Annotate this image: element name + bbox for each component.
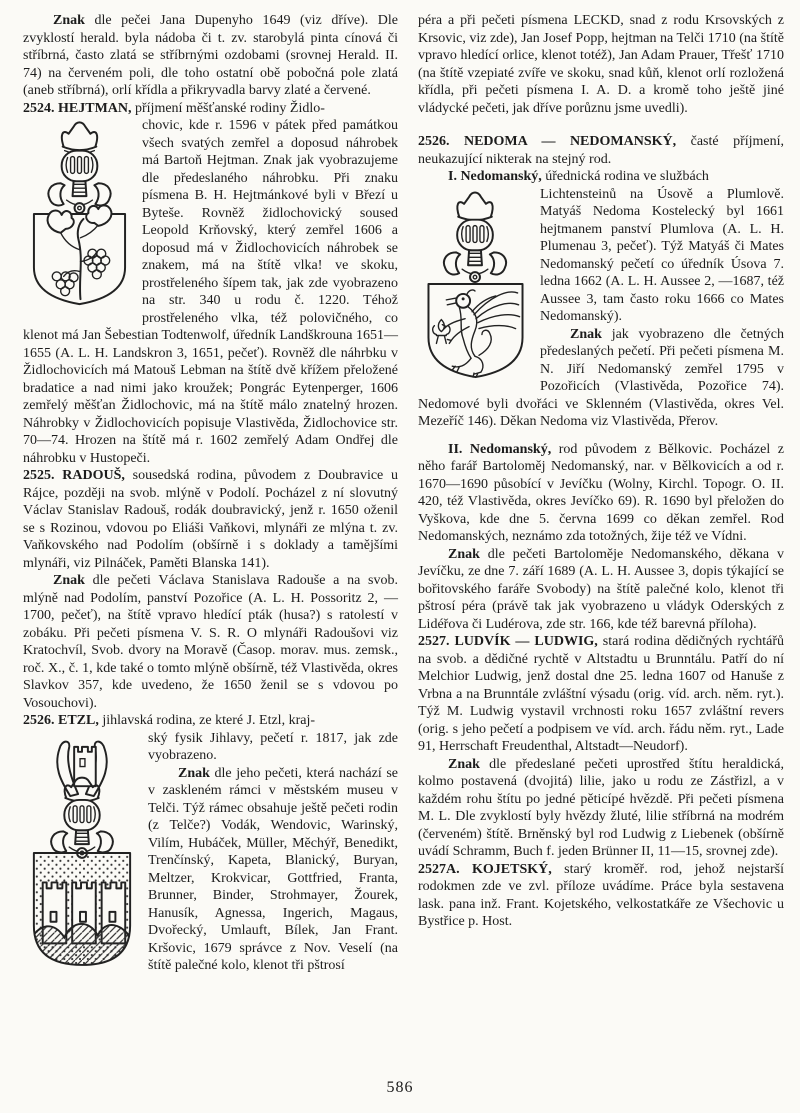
- paragraph-text: úřednická rodina ve službách: [545, 169, 709, 184]
- shield-griffin: [428, 284, 522, 377]
- triple-mount: [29, 923, 135, 970]
- entry-2525-znak-paragraph: [23, 572, 398, 712]
- heading-rest: jihlavská rodina, ze které J. Etzl, kraj-: [102, 713, 315, 728]
- paragraph-text: jak vyobrazeno dle četných předeslaných pečetí. Při pečeti písmena M. N. Jiří Nedomanský zemřel 1795 v Pozořicích (Vlastivěda, Pozořice 74). Nedomové byli dvořáci ve Sklenném (Vlastivěda, okres Vel. Mezeříč 146). Děkan Nedoma viz Vlastivěda, Přerov.: [418, 326, 785, 429]
- subentry-lead: I. Nedomanský,: [448, 169, 542, 184]
- paragraph-text: sousedská rodina, původem z Doubravice u Rájce, později na svob. mlýně v Podolí. Pocházel z ní slovutný Václav Stanislav Radouš, rodák doubravický, jenž r. 1650 oženil se s Rozinou, vdovou po Eliáši Vaňkovi, mlynáři ze mlýna t. zv. Vaňkovského nad Podolím (obšírně i s doklady a tamějšími mlynáři, viz Pilnáček, Paměti Blanska 141).: [23, 468, 399, 571]
- nedoma-I-first-line: [418, 168, 784, 186]
- znak-lead: Znak: [570, 326, 602, 342]
- helm-crest: [444, 192, 506, 282]
- page-number: 586: [386, 1079, 414, 1096]
- griffin-arms-illustration: [422, 189, 529, 385]
- paragraph-text: dle pečeti Václava Stanislava Radouše a na svob. mlýně nad Podolím, panství Pozořice (A. L. H. Possoritz 2, —1700, pečeť), na štítě vpravo hledící pták (husa?) s ratolestí v zobáku. Při pečeti písmena V. S. R. O mlynáři Radoušovi viz Kratochvíl, Svob. dvory na Moravě (Časop. morav. mus. zemsk., roč. X., č. 1, kde také o tomto mlýně obšírně, též Vlastivěda, okres Slavkov 357, kde uvedeno, že 1650 ženil se s vdovou po Vosouchovi).: [23, 573, 399, 711]
- entry-2527-znak-paragraph: [418, 756, 784, 861]
- znak-lead: Znak: [178, 765, 210, 781]
- nedoma-znak2-paragraph: [418, 546, 784, 634]
- paragraph-text: ský fysik Jihlavy, pečetí r. 1817, jak zde vyobrazeno.: [148, 730, 398, 763]
- entry-2524-heading: [23, 100, 398, 118]
- znak-lead: Znak: [53, 13, 85, 28]
- paragraph-text: Lichtensteinů na Úsově a Plumlově. Matyáš Nedoma Kostelecký byl 1661 hejtmanem panství Plumlova (A. L. H. Plumenau 3, pečeť). Týž Matyáš či Mates Nedomanský pečetí co úředník Úsova 7. ledna 1662 (A. L. H. Aussee 2, —1687, též Aussee 3, tam často roku 1666 co Mates Nedomanský).: [540, 186, 784, 324]
- hejtman-coat-of-arms-icon: [27, 120, 131, 306]
- paragraph-text: rod původem z Bělkovic. Pocházel z něho farář Bartoloměj Nedomanský, nar. v Bělkovicích a od r. 1670—1690 působící v Jevíčku (Wolny, Kirchl. Topogr. O. II. 420, též Vlastivěda, okres Jevíčko 69). R. 1690 byl přeložen do Vyškova, kde dne 5. června 1699 co děkan zemřel. Rod Nedomanských, neznámo zda totožných, žije též ve Vídni.: [418, 441, 784, 544]
- paragraph-text: dle pečei Jana Dupenyho 1649 (viz dříve). Dle zvyklostí herald. byla nádoba či t. zv. starobylá pinta cínová či stříbrná, často zlatá se stříbrnými ozdobami (srovnej Herald. II. 74) na červeném poli, dle toho ostatní obě pobočná pole zlatá (aneb stříbrná), orlí křídla a přikryvadla barvy zlaté a červené.: [23, 13, 398, 98]
- entry-number: 2527. LUDVÍK — LUDWIG,: [418, 634, 598, 649]
- paragraph-text: dle pečeti Bartoloměje Nedomanského, děkana v Jevíčku, ze dne 7. září 1689 (A. L. H. Aussee 3, dopis týkající se bořitovského faráře Svobody) na štítě palečné kolo, klenot tři pštrosí péra (právě tak jak vyobrazeno u vládyk Oderských z Lidéřova či Ludérova, zde str. 166, kde též barevná příloha).: [418, 546, 784, 632]
- entry-number: 2524. HEJTMAN,: [23, 100, 132, 116]
- subentry-lead: II. Nedomanský,: [448, 441, 552, 457]
- left-column: [23, 12, 398, 975]
- entry-2525-paragraph: [23, 467, 398, 572]
- entry-2526-etzl-heading: [23, 712, 398, 730]
- three-towers-arms-illustration: [27, 733, 137, 971]
- grapevine-arms-illustration: [27, 120, 131, 306]
- znak-lead: Znak: [53, 573, 85, 588]
- entry-2527-paragraph: [418, 633, 784, 756]
- paragraph-znak-dupenyho: [23, 12, 398, 100]
- heading-rest: časté příjmení, neukazující nikterak na stejný rod.: [418, 134, 785, 167]
- paragraph-text: stará rodina dědičných rychtářů na svob. a dědičné rychtě v Altstadtu u Brunntálu. Patří do ní Melchior Ludwig, jenž dostal dne 25. ledna 1607 od Hanuše z Vrbna a na Brunntále zvláštní výsadu (orig. víd. arch. něm. ryt.). Týž M. Ludwig vystavil vrchnosti roku 1657 zvláštní revers (orig. s jeho pečetí a podpisem ve víd. arch. řádu něm. ryt., Lade 91, Herrschaft Freudenthal, Altstadt—Neudorf).: [418, 634, 785, 754]
- right-column: [418, 12, 784, 975]
- znak-lead: Znak: [448, 546, 480, 562]
- paragraph-text: dle předeslané pečeti uprostřed štítu heraldická, kolmo postavená (dvojitá) lilie, jako u rodu ze Zástřizl, a v každém rohu štítu po jedné pěticípé hvězdě. Při pečeti písmena M. L. Dle zvyklostí byly hvězdy žluté, lilie stříbrná na modrém (červeném) štítě. Brněnský byl rod Ludwig z Liebenek (obšírně uvádí Schramm, Buch f. jeden Brünner II, 11—15, srovnej zde).: [418, 756, 785, 859]
- nedoma-II-paragraph: [418, 441, 784, 546]
- helm-crest: [51, 741, 113, 857]
- entry-2526-etzl-body: [23, 730, 398, 975]
- etzl-continuation-paragraph: [418, 12, 784, 117]
- entry-number: 2526. NEDOMA — NEDOMANSKÝ,: [418, 134, 677, 149]
- shield-grapevine: [34, 205, 125, 304]
- entry-2527A-paragraph: [418, 861, 784, 931]
- entry-number: 2525. RADOUŠ,: [23, 468, 125, 483]
- heading-rest: příjmení měšťanské rodiny Židlo-: [135, 100, 325, 116]
- shield-three-towers: [29, 852, 135, 970]
- paragraph-text: starý kroměř. rod, jehož nejstarší rodokmen zde ve zvl. příloze uvádíme. Práce byla sestavena lask. pana inž. Frant. Kojetského, velkostatkáře ze Všechovic u Bystřice p. Host.: [418, 861, 785, 929]
- entry-2526-nedoma-heading: [418, 133, 784, 168]
- entry-2524-body: [23, 117, 398, 467]
- entry-number: 2527A. KOJETSKÝ,: [418, 861, 552, 877]
- etzl-coat-of-arms-icon: [27, 733, 137, 971]
- paragraph-text: dle jeho pečeti, která nachází se v zaskleném rámci v městském museu v Telči. Týž rámec obsahuje ještě pečeti rodin (z Telče?) Vodák, Wendovic, Warinský, Vilím, Hubáček, Müller, Měchýř, Benedikt, Trenčínský, Kapeta, Blanický, Buryan, Meltzer, Krokvicar, Gottfried, Franta, Brunner, Binder, Strohmayer, Žourek, Hanusík, Agnessa, Ingerich, Magaus, Dvořecký, Umlauft, Bílek, Jan Frant. Kršovic, 1679 správce z Nov. Veselí (na štítě palečné kolo, klenot tři pštrosí: [148, 765, 398, 973]
- entry-number: 2526. ETZL,: [23, 713, 99, 728]
- nedomansky-coat-of-arms-icon: [422, 189, 529, 385]
- helm-crest: [48, 122, 110, 213]
- paragraph-text: péra a při pečeti písmena LECKD, snad z rodu Krsovských z Krsovic, viz zde), Jan Josef Popp, hejtman na Telči 1710 (na štítě vpravo hledící orlice, klenot totéž), Jan Adam Prauer, Třešť 1710 (na štítě vzepiaté zvíře ve skoku, snad kůň, klenot orlí rozložená křídla, při pečeti písmena I. A. D. a kromě toho ještě jiné vládycké pečeti, jak dříve porůznu jsme uvedli).: [418, 13, 784, 116]
- znak-lead: Znak: [448, 756, 480, 772]
- nedoma-I-body: [418, 186, 784, 431]
- paragraph-text: chovic, kde r. 1596 v pátek před památkou všech svatých zemřel a doposud náhrobek má Bartoň Hejtman. Znak jak vyobrazujeme dle předeslaného náhrobku. Při znaku písmena B. H. Hejtmánkové byli v Březí u Byteše. Rovněž židlochovický soused Leopold Krňovský, který zemřel 1606 a doposud má v Židlochovicích náhrobek se znakem, má na štítě vlka! ve skoku, prostřeleného šípem tak, jak zde vyobrazeno na str. 340 u rodu č. 1220. Téhož prostřeleného vlka, též polovičného, co klenot má Jan Šebestian Todtenwolf, úředník Landškrouna 1651—1655 (A. L. H. Landskron 3, 1651, pečeť). Rovněž dle náhrbku v Židlochovicích má Matouš Lebman na štítě dvě křížem přeložené bradatice a nad nimi jako kroužek; Pongrác Eytenperger, 1606 zemřelý měšťan Židlochovic, má na štítě málo znatelný hrozen. Náhrobky v Židlochovicích popisuje Vlastivěda, Židlochovice str. 70—74. Hrozen na štítě má r. 1602 zemřelý Adam Ondřej dle náhrobku v Hustopeči.: [23, 118, 398, 466]
